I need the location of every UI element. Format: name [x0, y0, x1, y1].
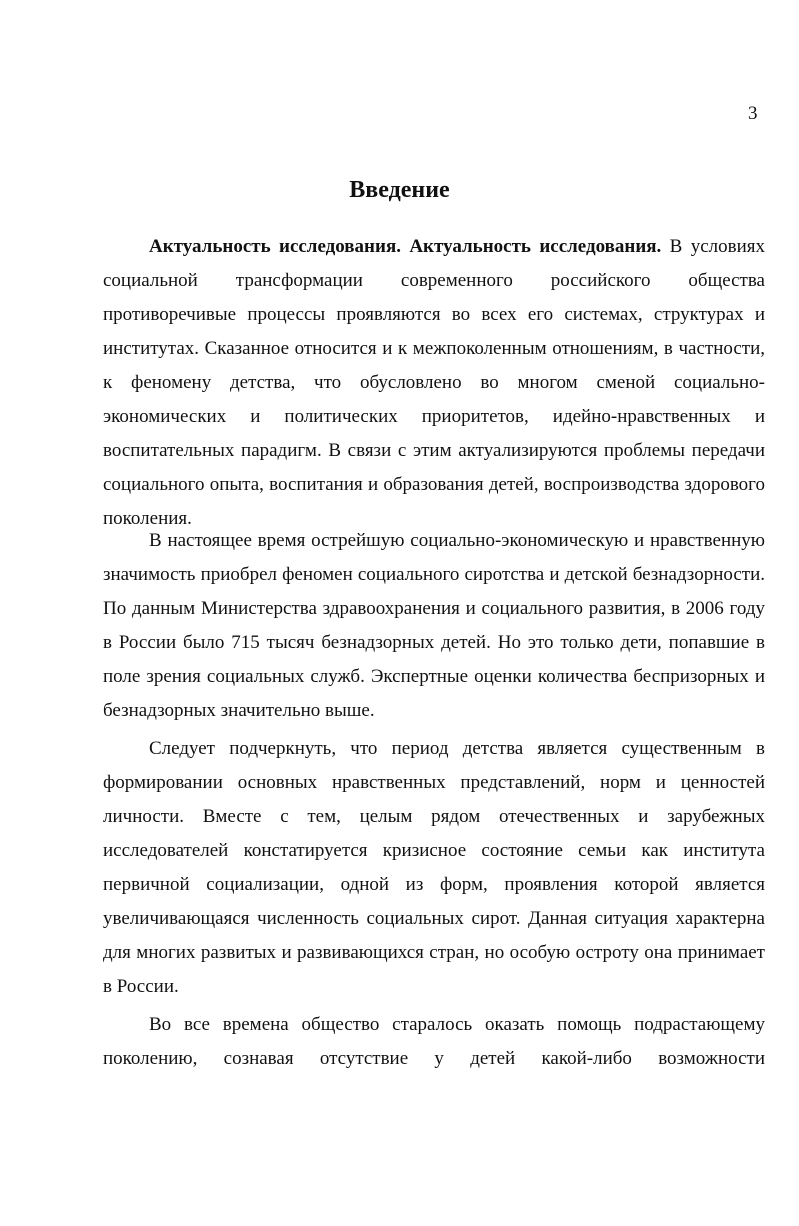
- paragraph-relevance: [103, 230, 765, 536]
- page-title: Введение: [349, 177, 450, 203]
- paragraph-childhood: [103, 732, 765, 1004]
- page-number: 3: [748, 103, 758, 124]
- paragraph-orphanhood: [103, 524, 765, 728]
- paragraph-text: В настоящее время острейшую социально-экономическую и нравственную значимость приобрел феномен социального сиротства и детской безнадзорности. По данным Министерства здравоохранения и социального развития, в 2006 году в России было 715 тысяч безнадзорных детей. Но это только дети, попавшие в поле зрения социальных служб. Экспертные оценки количества беспризорных и безнадзорных значительно выше.: [103, 530, 765, 721]
- paragraph-text: Во все времена общество старалось оказать помощь подрастающему поколению, сознавая отсутствие у детей какой-либо возможности: [103, 1014, 765, 1069]
- paragraph-society: [103, 1008, 765, 1076]
- paragraph-text: В условиях социальной трансформации современного российского общества противоречивые процессы проявляются во всех его системах, структурах и институтах. Сказанное относится и к межпоколенным отношениям, в частности, к феномену детства, что обусловлено во многом сменой социально-экономических и политических приоритетов, идейно-нравственных и воспитательных парадигм. В связи с этим актуализируются проблемы передачи социального опыта, воспитания и образования детей, воспроизводства здорового поколения.: [103, 236, 765, 529]
- paragraph-lead: Актуальность исследования. Актуальность исследования.: [149, 236, 662, 257]
- paragraph-text: Следует подчеркнуть, что период детства является существенным в формировании основных нравственных представлений, норм и ценностей личности. Вместе с тем, целым рядом отечественных и зарубежных исследователей констатируется кризисное состояние семьи как института первичной социализации, одной из форм, проявления которой является увеличивающаяся численность социальных сирот. Данная ситуация характерна для многих развитых и развивающихся стран, но особую остроту она принимает в России.: [103, 738, 765, 997]
